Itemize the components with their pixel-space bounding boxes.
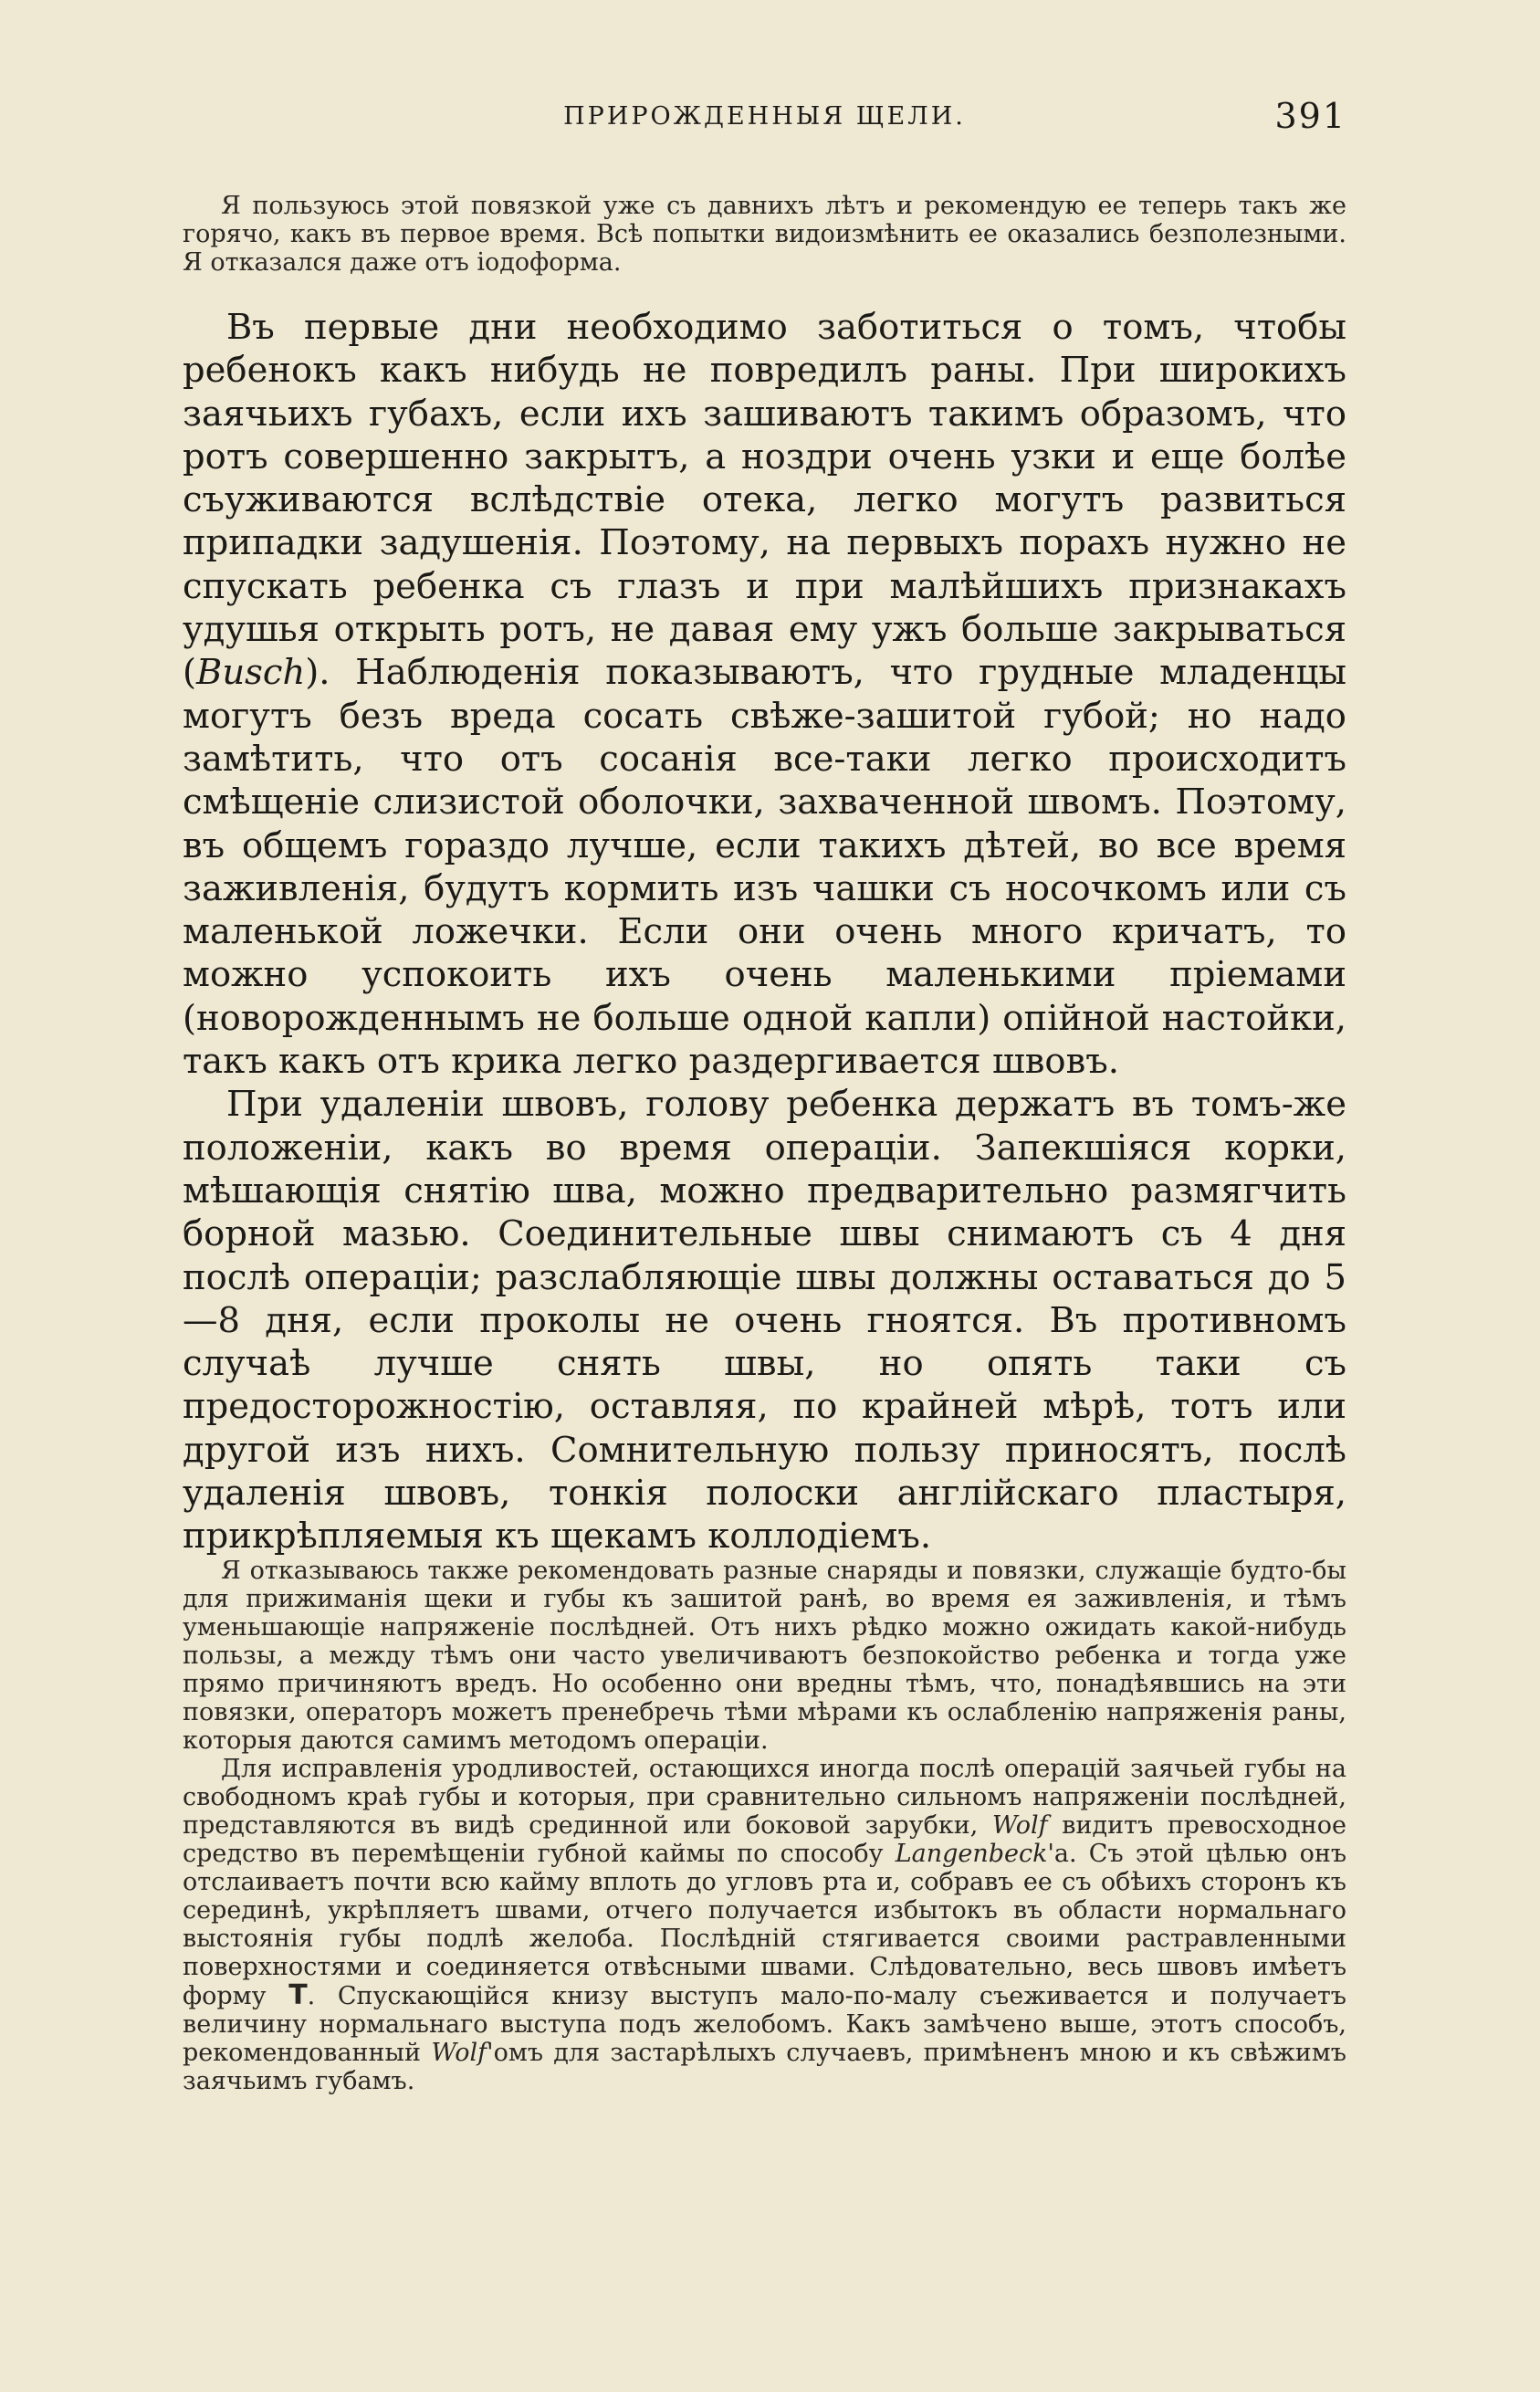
main-paragraph-1 <box>183 306 1346 1083</box>
bottom-footnote-paragraph-1: Я отказываюсь также рекомендовать разные снаряды и повязки, служащіе будто-бы для прижиманія щеки и губы къ зашитой ранѣ, во время ея заживленія, и тѣмъ уменьшающіе напряженіе послѣдней. Отъ нихъ рѣдко можно ожидать какой-нибудь пользы, а между тѣмъ они часто увеличиваютъ безпокойство ребенка и тогда уже прямо причиняютъ вредъ. Но особенно они вредны тѣмъ, что, понадѣявшись на эти повязки, операторъ можетъ пренебречь тѣми мѣрами къ ослабленію напряженія раны, которыя даются самимъ методомъ операціи. <box>183 1557 1346 1755</box>
author-wolf-2: Wolf <box>431 2039 487 2067</box>
author-langenbeck: Langenbeck <box>895 1840 1048 1868</box>
running-title: ПРИРОЖДЕННЫЯ ЩЕЛИ. <box>563 102 966 131</box>
main-p1-text-b: ). Наблюденія показываютъ, что грудные младенцы могутъ безъ вреда сосать свѣже-зашитой губой; но надо замѣтить, что отъ сосанія все-таки легко происходитъ смѣщеніе слизистой оболочки, захваченной швомъ. Поэтому, въ общемъ гораздо лучше, если такихъ дѣтей, во все время заживленія, будутъ кормить изъ чашки съ носочкомъ или съ маленькой ложечки. Если они очень много кричатъ, то можно успокоить ихъ очень маленькими пріемами (новорожденнымъ не больше одной капли) опійной настойки, такъ какъ отъ крика легко раздергивается швовъ. <box>183 652 1346 1083</box>
bn-text-c: 'а. Съ этой цѣлью онъ отслаиваетъ почти всю кайму вплоть до угловъ рта и, собравъ ее съ обѣихъ сторонъ къ серединѣ, укрѣпляетъ швами, отчего получается избытокъ въ области нормальнаго выстоянія губы подлѣ желоба. Послѣдній стягивается своими растравленными поверхностями и соединяется отвѣсными швами. Слѣдовательно, весь швовъ имѣетъ форму <box>183 1840 1346 2010</box>
bottom-footnote-paragraph-2 <box>183 1755 1346 2095</box>
top-footnote-text: Я пользуюсь этой повязкой уже съ давнихъ лѣтъ и рекомендую ее теперь такъ же горячо, какъ въ первое время. Всѣ попытки видоизмѣнить ее оказались безполезными. Я отказался даже отъ іодоформа. <box>183 192 1346 277</box>
page-number: 391 <box>1274 96 1346 136</box>
bn-text-e: 'омъ для застарѣлыхъ случаевъ, примѣненъ мною и къ свѣжимъ заячьимъ губамъ. <box>183 2039 1346 2095</box>
bottom-footnote <box>183 1557 1346 2095</box>
main-text <box>183 306 1346 1558</box>
main-paragraph-2: При удаленіи швовъ, голову ребенка держатъ въ томъ-же положеніи, какъ во время операціи. Запекшіяся корки, мѣшающія снятію шва, можно предварительно размягчить борной мазью. Соединительные швы снимаютъ съ 4 дня послѣ операціи; разслабляющіе швы должны оставаться до 5—8 дня, если проколы не очень гноятся. Въ противномъ случаѣ лучше снять швы, но опять таки съ предосторожностію, оставляя, по крайней мѣрѣ, тотъ или другой изъ нихъ. Сомнительную пользу приносятъ, послѣ удаленія швовъ, тонкія полоски англійскаго пластыря, прикрѣпляемыя къ щекамъ коллодіемъ. <box>183 1084 1346 1558</box>
author-busch: Busch <box>196 652 306 694</box>
t-shape-symbol: T <box>288 1979 308 2011</box>
bn-text-b: видитъ превосходное средство въ перемѣщеніи губной каймы по способу <box>183 1811 1346 1868</box>
bn-text-d: . Спускающійся книзу выступъ мало-по-малу съеживается и получаетъ величину нормальнаго выступа подъ желобомъ. Какъ замѣчено выше, этотъ способъ, рекомендованный <box>183 1982 1346 2067</box>
bn-text-a: Для исправленія уродливостей, остающихся иногда послѣ операцій заячьей губы на свободномъ краѣ губы и которыя, при сравнительно сильномъ напряженіи послѣдней, представляются въ видѣ срединной или боковой зарубки, <box>183 1755 1346 1840</box>
top-footnote <box>183 192 1346 277</box>
main-p1-text-a: Въ первые дни необходимо заботиться о томъ, чтобы ребенокъ какъ нибудь не повредилъ раны. При широкихъ заячьихъ губахъ, если ихъ зашиваютъ такимъ образомъ, что ротъ совершенно закрытъ, а ноздри очень узки и еще болѣе съуживаются вслѣдствіе отека, легко могутъ развиться припадки задушенія. Поэтому, на первыхъ порахъ нужно не спускать ребенка съ глазъ и при малѣйшихъ признакахъ удушья открыть ротъ, не давая ему ужъ больше закрываться ( <box>183 307 1346 694</box>
author-wolf: Wolf <box>991 1811 1048 1840</box>
